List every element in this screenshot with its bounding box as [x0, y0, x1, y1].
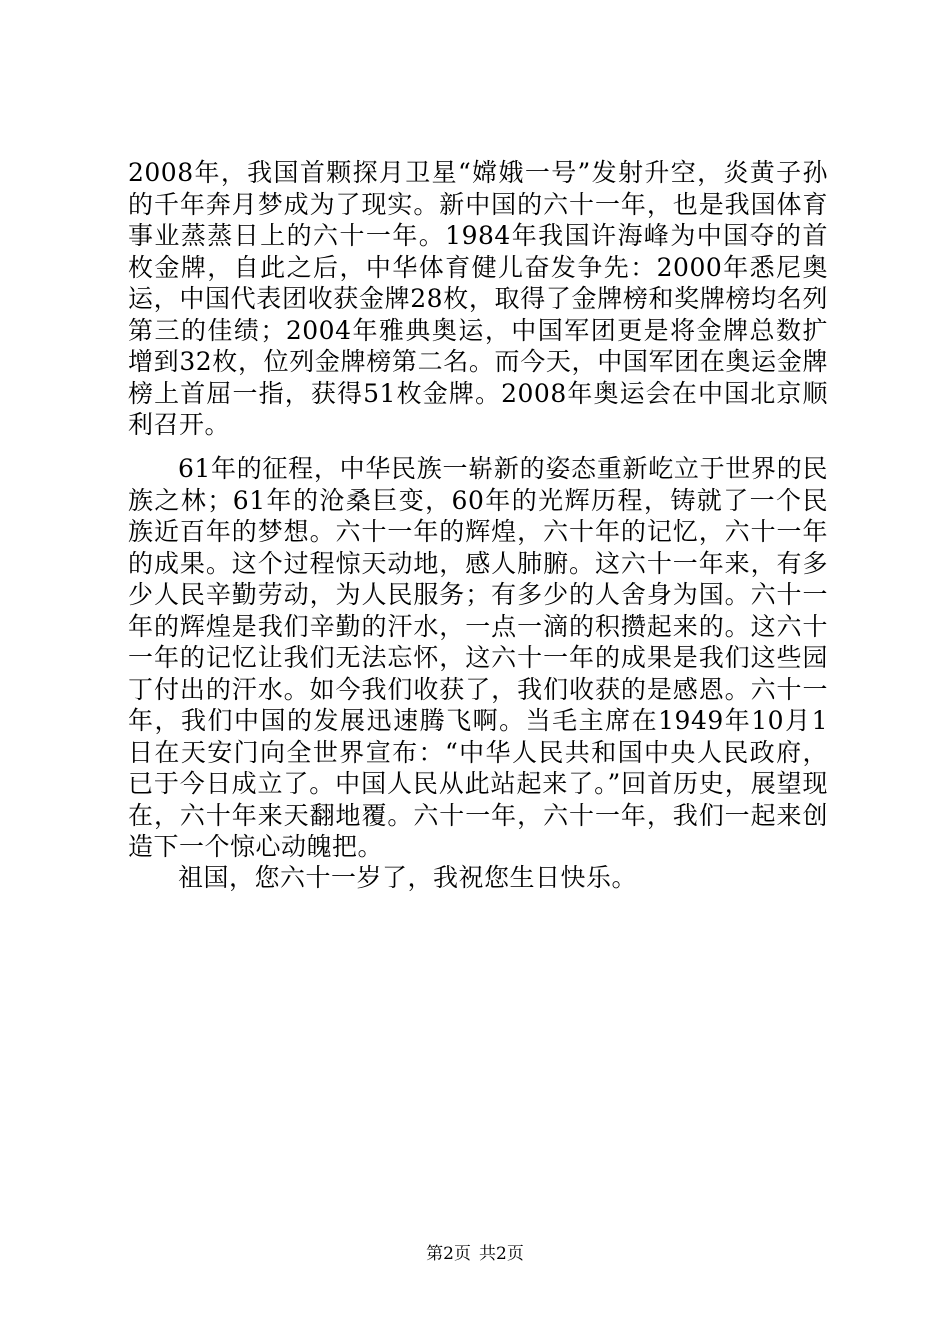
page-footer: [0, 1244, 950, 1264]
paragraph-birthday-wish: 祖国，您六十一岁了，我祝您生日快乐。: [178, 863, 638, 892]
paragraph-61-years: 61年的征程，中华民族一崭新的姿态重新屹立于世界的民族之林；61年的沧桑巨变，60年的光辉历程，铸就了一个民族近百年的梦想。六十一年的辉煌，六十年的记忆，六十一年的成果。这个过程惊天动地，感人肺腑。这六十一年来，有多少人民辛勤劳动，为人民服务；有多少的人舍身为国。六十一年的辉煌是我们辛勤的汗水，一点一滴的积攒起来的。这六十一年的记忆让我们无法忘怀，这六十一年的成果是我们这些园丁付出的汗水。如今我们收获了，我们收获的是感恩。六十一年，我们中国的发展迅速腾飞啊。当毛主席在1949年10月1日在天安门向全世界宣布：“中华人民共和国中央人民政府，已于今日成立了。中国人民从此站起来了。”回首历史，展望现在，六十年来天翻地覆。六十一年，六十一年，我们一起来创造下一个惊心动魄把。: [128, 454, 828, 861]
paragraph-achievements: 2008年，我国首颗探月卫星“嫦娥一号”发射升空，炎黄子孙的千年奔月梦成为了现实。新中国的六十一年，也是我国体育事业蒸蒸日上的六十一年。1984年我国许海峰为中国夺的首枚金牌，自此之后，中华体育健儿奋发争先：2000年悉尼奥运，中国代表团收获金牌28枚，取得了金牌榜和奖牌榜均名列第三的佳绩；2004年雅典奥运，中国军团更是将金牌总数扩增到32枚，位列金牌榜第二名。而今天，中国军团在奥运金牌榜上首屈一指，获得51枚金牌。2008年奥运会在中国北京顺利召开。: [128, 158, 828, 439]
page-number: 第2页: [426, 1244, 471, 1264]
page-total: 共2页: [479, 1244, 524, 1264]
